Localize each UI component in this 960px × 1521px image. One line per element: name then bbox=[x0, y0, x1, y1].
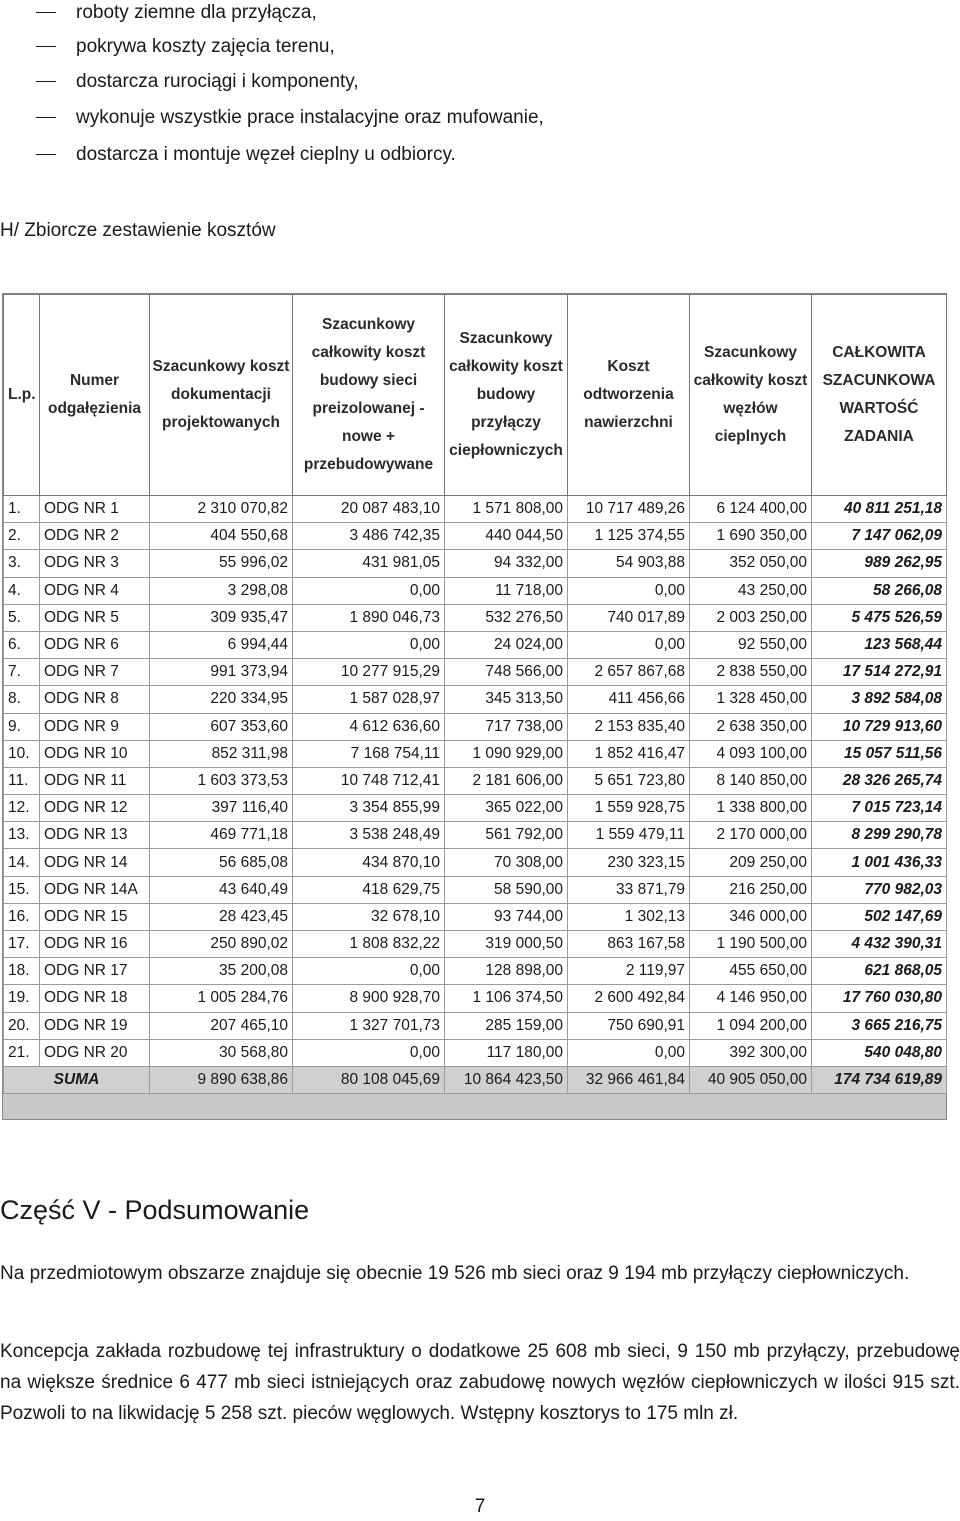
total-cell: 58 266,08 bbox=[812, 577, 947, 604]
row-number-cell: 7. bbox=[4, 659, 40, 686]
cost-cell: 250 890,02 bbox=[150, 931, 293, 958]
cost-cell: 309 935,47 bbox=[150, 604, 293, 631]
cost-cell: 852 311,98 bbox=[150, 740, 293, 767]
cost-cell: 43 640,49 bbox=[150, 876, 293, 903]
row-number-cell: 4. bbox=[4, 577, 40, 604]
total-cell: 17 760 030,80 bbox=[812, 985, 947, 1012]
cost-cell: 70 308,00 bbox=[445, 849, 568, 876]
total-cell: 28 326 265,74 bbox=[812, 767, 947, 794]
total-cell: 15 057 511,56 bbox=[812, 740, 947, 767]
sum-row bbox=[4, 1066, 947, 1093]
total-cell: 540 048,80 bbox=[812, 1039, 947, 1066]
total-cell: 17 514 272,91 bbox=[812, 659, 947, 686]
cost-summary-table bbox=[3, 294, 947, 1094]
table-row bbox=[4, 985, 947, 1012]
cost-cell: 469 771,18 bbox=[150, 822, 293, 849]
table-body bbox=[4, 496, 947, 1094]
cost-cell: 2 181 606,00 bbox=[445, 767, 568, 794]
cost-cell: 10 277 915,29 bbox=[293, 659, 445, 686]
cost-cell: 1 603 373,53 bbox=[150, 767, 293, 794]
cost-cell: 3 538 248,49 bbox=[293, 822, 445, 849]
cost-cell: 117 180,00 bbox=[445, 1039, 568, 1066]
cost-cell: 1 571 808,00 bbox=[445, 496, 568, 523]
cost-cell: 209 250,00 bbox=[690, 849, 812, 876]
row-number-cell: 13. bbox=[4, 822, 40, 849]
cost-cell: 2 838 550,00 bbox=[690, 659, 812, 686]
cost-cell: 55 996,02 bbox=[150, 550, 293, 577]
branch-name-cell: ODG NR 9 bbox=[40, 713, 150, 740]
cost-cell: 1 338 800,00 bbox=[690, 795, 812, 822]
cost-cell: 32 678,10 bbox=[293, 903, 445, 930]
branch-name-cell: ODG NR 15 bbox=[40, 903, 150, 930]
cost-cell: 4 146 950,00 bbox=[690, 985, 812, 1012]
column-header: Koszt odtworzenia nawierzchni bbox=[568, 295, 690, 496]
table-row bbox=[4, 931, 947, 958]
cost-cell: 0,00 bbox=[293, 577, 445, 604]
cost-cell: 1 587 028,97 bbox=[293, 686, 445, 713]
row-number-cell: 1. bbox=[4, 496, 40, 523]
cost-cell: 2 153 835,40 bbox=[568, 713, 690, 740]
table-row bbox=[4, 767, 947, 794]
row-number-cell: 8. bbox=[4, 686, 40, 713]
column-header: L.p. bbox=[4, 295, 40, 496]
cost-cell: 94 332,00 bbox=[445, 550, 568, 577]
cost-cell: 128 898,00 bbox=[445, 958, 568, 985]
table-row bbox=[4, 1012, 947, 1039]
total-cell: 40 811 251,18 bbox=[812, 496, 947, 523]
column-header: Szacunkowy całkowity koszt budowy przyłączy ciepłowniczych bbox=[445, 295, 568, 496]
cost-cell: 8 900 928,70 bbox=[293, 985, 445, 1012]
cost-cell: 56 685,08 bbox=[150, 849, 293, 876]
row-number-cell: 5. bbox=[4, 604, 40, 631]
row-number-cell: 3. bbox=[4, 550, 40, 577]
cost-cell: 532 276,50 bbox=[445, 604, 568, 631]
branch-name-cell: ODG NR 19 bbox=[40, 1012, 150, 1039]
bullet-text: wykonuje wszystkie prace instalacyjne oraz mufowanie, bbox=[76, 107, 544, 128]
cost-cell: 991 373,94 bbox=[150, 659, 293, 686]
branch-name-cell: ODG NR 18 bbox=[40, 985, 150, 1012]
cost-cell: 2 600 492,84 bbox=[568, 985, 690, 1012]
table-row bbox=[4, 496, 947, 523]
cost-cell: 43 250,00 bbox=[690, 577, 812, 604]
branch-name-cell: ODG NR 10 bbox=[40, 740, 150, 767]
bullet-text: dostarcza i montuje węzeł cieplny u odbiorcy. bbox=[76, 144, 456, 165]
sum-cell: 40 905 050,00 bbox=[690, 1066, 812, 1093]
sum-label: SUMA bbox=[4, 1066, 150, 1093]
bullet-text: dostarcza rurociągi i komponenty, bbox=[76, 71, 359, 92]
sum-cell: 32 966 461,84 bbox=[568, 1066, 690, 1093]
cost-cell: 352 050,00 bbox=[690, 550, 812, 577]
table-row bbox=[4, 686, 947, 713]
row-number-cell: 19. bbox=[4, 985, 40, 1012]
table-row bbox=[4, 876, 947, 903]
table-header-row bbox=[4, 295, 947, 496]
table-row bbox=[4, 604, 947, 631]
cost-cell: 607 353,60 bbox=[150, 713, 293, 740]
cost-cell: 411 456,66 bbox=[568, 686, 690, 713]
dash-icon bbox=[36, 81, 56, 82]
sum-cell: 10 864 423,50 bbox=[445, 1066, 568, 1093]
row-number-cell: 21. bbox=[4, 1039, 40, 1066]
cost-cell: 2 003 250,00 bbox=[690, 604, 812, 631]
cost-cell: 0,00 bbox=[568, 577, 690, 604]
branch-name-cell: ODG NR 16 bbox=[40, 931, 150, 958]
column-header: CAŁKOWITA SZACUNKOWA WARTOŚĆ ZADANIA bbox=[812, 295, 947, 496]
total-cell: 8 299 290,78 bbox=[812, 822, 947, 849]
cost-cell: 440 044,50 bbox=[445, 523, 568, 550]
cost-cell: 33 871,79 bbox=[568, 876, 690, 903]
column-header: Szacunkowy całkowity koszt budowy sieci preizolowanej - nowe + przebudowywane bbox=[293, 295, 445, 496]
cost-cell: 4 093 100,00 bbox=[690, 740, 812, 767]
cost-cell: 1 190 500,00 bbox=[690, 931, 812, 958]
branch-name-cell: ODG NR 2 bbox=[40, 523, 150, 550]
row-number-cell: 14. bbox=[4, 849, 40, 876]
column-header: Numer odgałęzienia bbox=[40, 295, 150, 496]
cost-cell: 863 167,58 bbox=[568, 931, 690, 958]
cost-cell: 1 005 284,76 bbox=[150, 985, 293, 1012]
branch-name-cell: ODG NR 6 bbox=[40, 631, 150, 658]
branch-name-cell: ODG NR 20 bbox=[40, 1039, 150, 1066]
row-number-cell: 2. bbox=[4, 523, 40, 550]
cost-cell: 93 744,00 bbox=[445, 903, 568, 930]
branch-name-cell: ODG NR 3 bbox=[40, 550, 150, 577]
branch-name-cell: ODG NR 11 bbox=[40, 767, 150, 794]
cost-cell: 92 550,00 bbox=[690, 631, 812, 658]
table-row bbox=[4, 659, 947, 686]
branch-name-cell: ODG NR 1 bbox=[40, 496, 150, 523]
sum-total-cell: 174 734 619,89 bbox=[812, 1066, 947, 1093]
total-cell: 1 001 436,33 bbox=[812, 849, 947, 876]
table-row bbox=[4, 577, 947, 604]
cost-cell: 54 903,88 bbox=[568, 550, 690, 577]
branch-name-cell: ODG NR 14 bbox=[40, 849, 150, 876]
branch-name-cell: ODG NR 5 bbox=[40, 604, 150, 631]
cost-cell: 11 718,00 bbox=[445, 577, 568, 604]
branch-name-cell: ODG NR 14A bbox=[40, 876, 150, 903]
cost-cell: 1 328 450,00 bbox=[690, 686, 812, 713]
cost-cell: 2 310 070,82 bbox=[150, 496, 293, 523]
cost-cell: 4 612 636,60 bbox=[293, 713, 445, 740]
cost-cell: 30 568,80 bbox=[150, 1039, 293, 1066]
sum-cell: 80 108 045,69 bbox=[293, 1066, 445, 1093]
cost-cell: 2 170 000,00 bbox=[690, 822, 812, 849]
cost-cell: 431 981,05 bbox=[293, 550, 445, 577]
row-number-cell: 18. bbox=[4, 958, 40, 985]
table-row bbox=[4, 523, 947, 550]
cost-cell: 0,00 bbox=[568, 1039, 690, 1066]
dash-icon bbox=[36, 154, 56, 155]
cost-summary-table-wrap bbox=[2, 293, 947, 1120]
table-row bbox=[4, 631, 947, 658]
cost-cell: 717 738,00 bbox=[445, 713, 568, 740]
dash-icon bbox=[36, 46, 56, 47]
total-cell: 502 147,69 bbox=[812, 903, 947, 930]
cost-cell: 2 638 350,00 bbox=[690, 713, 812, 740]
cost-cell: 0,00 bbox=[568, 631, 690, 658]
branch-name-cell: ODG NR 4 bbox=[40, 577, 150, 604]
cost-cell: 35 200,08 bbox=[150, 958, 293, 985]
cost-cell: 1 690 350,00 bbox=[690, 523, 812, 550]
table-row bbox=[4, 903, 947, 930]
branch-name-cell: ODG NR 17 bbox=[40, 958, 150, 985]
cost-cell: 365 022,00 bbox=[445, 795, 568, 822]
branch-name-cell: ODG NR 12 bbox=[40, 795, 150, 822]
branch-name-cell: ODG NR 13 bbox=[40, 822, 150, 849]
cost-cell: 1 559 479,11 bbox=[568, 822, 690, 849]
row-number-cell: 10. bbox=[4, 740, 40, 767]
row-number-cell: 12. bbox=[4, 795, 40, 822]
cost-cell: 418 629,75 bbox=[293, 876, 445, 903]
total-cell: 989 262,95 bbox=[812, 550, 947, 577]
table-row bbox=[4, 740, 947, 767]
total-cell: 10 729 913,60 bbox=[812, 713, 947, 740]
cost-cell: 10 717 489,26 bbox=[568, 496, 690, 523]
table-row bbox=[4, 849, 947, 876]
row-number-cell: 15. bbox=[4, 876, 40, 903]
cost-cell: 0,00 bbox=[293, 631, 445, 658]
cost-cell: 392 300,00 bbox=[690, 1039, 812, 1066]
cost-cell: 28 423,45 bbox=[150, 903, 293, 930]
total-cell: 5 475 526,59 bbox=[812, 604, 947, 631]
cost-cell: 3 298,08 bbox=[150, 577, 293, 604]
cost-cell: 740 017,89 bbox=[568, 604, 690, 631]
cost-cell: 0,00 bbox=[293, 958, 445, 985]
row-number-cell: 6. bbox=[4, 631, 40, 658]
cost-cell: 748 566,00 bbox=[445, 659, 568, 686]
cost-cell: 230 323,15 bbox=[568, 849, 690, 876]
cost-cell: 346 000,00 bbox=[690, 903, 812, 930]
row-number-cell: 20. bbox=[4, 1012, 40, 1039]
cost-cell: 1 302,13 bbox=[568, 903, 690, 930]
section-heading: H/ Zbiorcze zestawienie kosztów bbox=[0, 220, 276, 241]
page-number: 7 bbox=[474, 1496, 486, 1517]
cost-cell: 7 168 754,11 bbox=[293, 740, 445, 767]
cost-cell: 5 651 723,80 bbox=[568, 767, 690, 794]
cost-cell: 1 327 701,73 bbox=[293, 1012, 445, 1039]
table-row bbox=[4, 713, 947, 740]
total-cell: 3 892 584,08 bbox=[812, 686, 947, 713]
total-cell: 4 432 390,31 bbox=[812, 931, 947, 958]
dash-icon bbox=[36, 12, 56, 13]
branch-name-cell: ODG NR 7 bbox=[40, 659, 150, 686]
cost-cell: 1 559 928,75 bbox=[568, 795, 690, 822]
cost-cell: 20 087 483,10 bbox=[293, 496, 445, 523]
cost-cell: 285 159,00 bbox=[445, 1012, 568, 1039]
cost-cell: 3 354 855,99 bbox=[293, 795, 445, 822]
cost-cell: 8 140 850,00 bbox=[690, 767, 812, 794]
column-header: Szacunkowy koszt dokumentacji projektowanych bbox=[150, 295, 293, 496]
cost-cell: 10 748 712,41 bbox=[293, 767, 445, 794]
cost-cell: 1 125 374,55 bbox=[568, 523, 690, 550]
cost-cell: 3 486 742,35 bbox=[293, 523, 445, 550]
cost-cell: 207 465,10 bbox=[150, 1012, 293, 1039]
cost-cell: 319 000,50 bbox=[445, 931, 568, 958]
table-row bbox=[4, 550, 947, 577]
cost-cell: 24 024,00 bbox=[445, 631, 568, 658]
cost-cell: 345 313,50 bbox=[445, 686, 568, 713]
cost-cell: 1 852 416,47 bbox=[568, 740, 690, 767]
cost-cell: 455 650,00 bbox=[690, 958, 812, 985]
cost-cell: 1 106 374,50 bbox=[445, 985, 568, 1012]
cost-cell: 1 808 832,22 bbox=[293, 931, 445, 958]
total-cell: 621 868,05 bbox=[812, 958, 947, 985]
sum-cell: 9 890 638,86 bbox=[150, 1066, 293, 1093]
cost-cell: 404 550,68 bbox=[150, 523, 293, 550]
total-cell: 7 147 062,09 bbox=[812, 523, 947, 550]
total-cell: 123 568,44 bbox=[812, 631, 947, 658]
cost-cell: 561 792,00 bbox=[445, 822, 568, 849]
branch-name-cell: ODG NR 8 bbox=[40, 686, 150, 713]
table-row bbox=[4, 958, 947, 985]
paragraph: Koncepcja zakłada rozbudowę tej infrastruktury o dodatkowe 25 608 mb sieci, 9 150 mb przyłączy, przebudowę na większe średnice 6 477 mb sieci istniejących oraz zabudowę nowych węzłów ciepłowniczych w ilości 915 szt. Pozwoli to na likwidację 5 258 szt. pieców węglowych. Wstępny kosztorys to 175 mln zł. bbox=[0, 1341, 960, 1424]
cost-cell: 750 690,91 bbox=[568, 1012, 690, 1039]
table-row bbox=[4, 1039, 947, 1066]
cost-cell: 6 124 400,00 bbox=[690, 496, 812, 523]
dash-icon bbox=[36, 117, 56, 118]
row-number-cell: 17. bbox=[4, 931, 40, 958]
cost-cell: 220 334,95 bbox=[150, 686, 293, 713]
table-row bbox=[4, 795, 947, 822]
cost-cell: 1 890 046,73 bbox=[293, 604, 445, 631]
cost-cell: 2 657 867,68 bbox=[568, 659, 690, 686]
total-cell: 770 982,03 bbox=[812, 876, 947, 903]
cost-cell: 434 870,10 bbox=[293, 849, 445, 876]
bullet-text: roboty ziemne dla przyłącza, bbox=[76, 2, 317, 23]
column-header: Szacunkowy całkowity koszt węzłów cieplnych bbox=[690, 295, 812, 496]
total-cell: 3 665 216,75 bbox=[812, 1012, 947, 1039]
table-row bbox=[4, 822, 947, 849]
cost-cell: 1 094 200,00 bbox=[690, 1012, 812, 1039]
cost-cell: 216 250,00 bbox=[690, 876, 812, 903]
row-number-cell: 16. bbox=[4, 903, 40, 930]
total-cell: 7 015 723,14 bbox=[812, 795, 947, 822]
paragraph: Na przedmiotowym obszarze znajduje się obecnie 19 526 mb sieci oraz 9 194 mb przyłączy ciepłowniczych. bbox=[0, 1263, 910, 1284]
row-number-cell: 9. bbox=[4, 713, 40, 740]
part-title: Część V - Podsumowanie bbox=[0, 1195, 310, 1225]
cost-cell: 397 116,40 bbox=[150, 795, 293, 822]
cost-cell: 2 119,97 bbox=[568, 958, 690, 985]
cost-cell: 58 590,00 bbox=[445, 876, 568, 903]
row-number-cell: 11. bbox=[4, 767, 40, 794]
bullet-text: pokrywa koszty zajęcia terenu, bbox=[76, 36, 335, 57]
cost-cell: 0,00 bbox=[293, 1039, 445, 1066]
cost-cell: 1 090 929,00 bbox=[445, 740, 568, 767]
cost-cell: 6 994,44 bbox=[150, 631, 293, 658]
